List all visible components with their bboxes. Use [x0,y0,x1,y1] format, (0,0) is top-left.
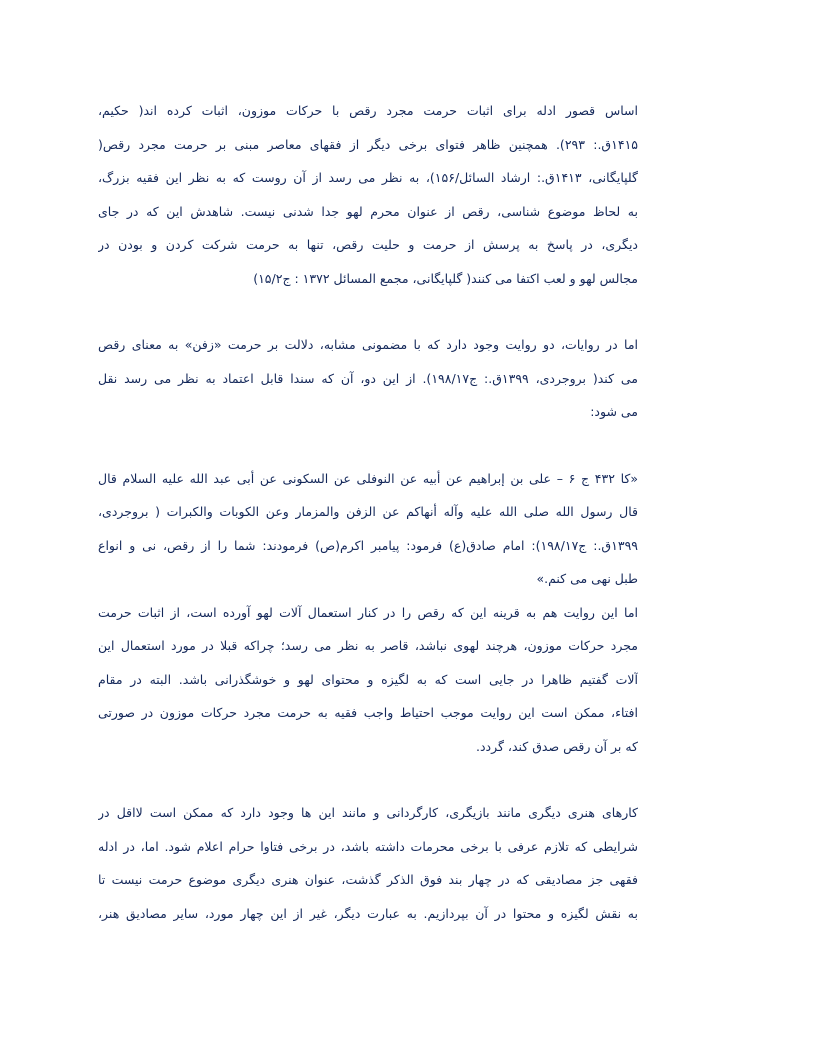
text-line: کارهای هنری دیگری مانند بازیگری، کارگردانی و مانند این ها وجود دارد که ممکن است لااقل در [98,805,638,820]
text-line: طبل نهی می کنم.» [536,571,638,586]
text-line: فقهی جز مصادیقی که در چهار بند فوق الذکر گذشت، عنوان هنری دیگری موضوع حرمت نیست تا [98,872,638,887]
text-line: افتاء، ممکن است این روایت موجب احتیاط واجب فقیه به حرمت مجرد حرکات موزون در صورتی [98,705,638,720]
document-page [98,94,638,930]
text-line: دیگری، در پاسخ به پرسش از حرمت و حلیت رقص، تنها به حرمت شرکت کردن و بودن در [98,237,638,252]
paragraph-1 [98,94,638,295]
text-line: به نقش لگیزه و محتوا در آن بپردازیم. به عبارت دیگر، غیر از این چهار مورد، سایر مصادیق هنر، [98,905,638,921]
text-line: آلات گفتیم ظاهرا در جایی است که به لگیزه و محتوای لهو و خوشگذرانی باشد. البته در مقام [98,671,638,687]
paragraph-gap [98,763,638,796]
paragraph-3-hadith-quote [98,462,638,596]
paragraph-gap [98,295,638,328]
text-line: که بر آن رقص صدق کند، گردد. [476,738,638,754]
text-line: ۱۴۱۵ق.: ۲۹۳). همچنین ظاهر فتوای برخی دیگر از فقهای معاصر مبنی بر حرمت مجرد رقص( [98,136,638,152]
text-line: «کا ۴۳۲ ج ۶ – علی بن إبراهیم عن أبیه عن النوفلی عن السکونی عن أبی عبد الله علیه السلام قال [98,470,638,486]
text-line: به لحاظ موضوع شناسی، رقص از عنوان محرم لهو جدا شدنی نیست. شاهدش این که در جای [98,203,638,219]
paragraph-5 [98,796,638,930]
text-line: گلپایگانی، ۱۴۱۳ق.: ارشاد السائل/۱۵۶)، به نظر می رسد از آن روست که به نظر این فقیه بزرگ، [98,170,638,185]
text-line: می شود: [590,404,638,419]
text-line: قال رسول الله صلی الله علیه وآله أنهاکم عن الزفن والمزمار وعن الکوبات والکبرات ( بروجردی، [98,504,638,519]
text-line: اما این روایت هم به قرینه این که رقص را در کنار استعمال آلات لهو آورده است، از اثبات حرمت [98,604,638,620]
text-line: مجالس لهو و لعب اکتفا می کنند( گلپایگانی، مجمع المسائل ۱۳۷۲ : ج۱۵/۲) [253,270,638,286]
paragraph-gap [98,429,638,462]
text-line: می کند( بروجردی، ۱۳۹۹ق.: ج۱۹۸/۱۷). از این دو، آن که سندا قابل اعتماد به نظر می رسد نقل [98,370,638,386]
text-line: مجرد حرکات موزون، هرچند لهوی نباشد، قاصر به نظر می رسد؛ چراکه قبلا در مورد استعمال این [98,638,638,653]
text-line: اما در روایات، دو روایت وجود دارد که با مضمونی مشابه، دلالت بر حرمت «زفن» به معنای رقص [98,337,638,352]
text-line: ۱۳۹۹ق.: ج۱۹۸/۱۷): امام صادق(ع) فرمود: پیامبر اکرم(ص) فرمودند: شما را از رقص، نی و انواع [98,537,638,553]
text-line: شرایطی که تلازم عرفی با برخی محرمات داشته باشد، در برخی فتاوا حرام اعلام شود. اما، در ادله [98,838,638,854]
paragraph-4 [98,596,638,764]
paragraph-2 [98,328,638,429]
text-line: اساس قصور ادله برای اثبات حرمت مجرد رقص با حرکات موزون، اثبات کرده اند( حکیم، [98,103,638,118]
